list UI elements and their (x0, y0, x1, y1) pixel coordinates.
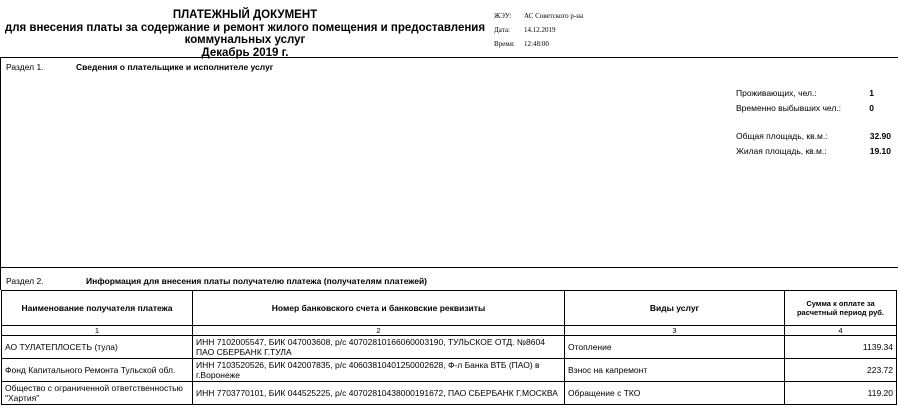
requisites-cell: ИНН 7103520526, БИК 042007835, р/с 40603810401250002628, Ф-л Банка ВТБ (ПАО) в г.Воронеже (193, 359, 565, 382)
title-line-1: ПЛАТЕЖНЫЙ ДОКУМЕНТ (172, 9, 318, 21)
amount-cell: 223.72 (785, 359, 897, 382)
column-header-requisites: Номер банковского счета и банковские реквизиты (193, 291, 565, 326)
column-number: 4 (785, 326, 897, 336)
stat-total-area-value: 32.90 (869, 131, 891, 141)
column-header-amount: Сумма к оплате за расчетный период руб. (785, 291, 897, 326)
section2-title: Информация для внесения платы получателю платежа (получателям платежей) (86, 276, 428, 286)
meta-value: 12:48:00 (524, 40, 549, 48)
stat-total-area-label: Общая площадь, кв.м.: (736, 131, 828, 141)
title-line-3: коммунальных услуг (184, 34, 306, 46)
section1-left-border (0, 57, 1, 267)
stat-living-area-label: Жилая площадь, кв.м.: (736, 146, 827, 156)
table-header-row (2, 291, 897, 326)
payment-table (1, 290, 897, 405)
section1-top-border (0, 57, 898, 58)
column-header-recipient: Наименование получателя платежа (2, 291, 193, 326)
stat-living-area-value: 19.10 (869, 146, 891, 156)
title-line-4: Декабрь 2019 г. (201, 46, 289, 59)
recipient-cell: Общество с ограниченной ответственностью "Хартия" (2, 382, 193, 405)
meta-value: 14.12.2019 (524, 26, 556, 34)
service-cell: Обращение с ТКО (565, 382, 785, 405)
document-title (0, 9, 490, 59)
recipient-cell: АО ТУЛАТЕПЛОСЕТЬ (тула) (2, 336, 193, 359)
table-row (2, 359, 897, 382)
section2-left-border (0, 267, 1, 290)
section1-title: Сведения о плательщике и исполнителе услуг (76, 62, 274, 72)
amount-cell: 1139.34 (785, 336, 897, 359)
recipient-cell: Фонд Капитального Ремонта Тульской обл. (2, 359, 193, 382)
section1-bottom-border (0, 267, 898, 268)
column-number-row (2, 326, 897, 336)
amount-cell: 119.20 (785, 382, 897, 405)
meta-label: Дата: (494, 26, 510, 34)
document-meta (494, 9, 583, 51)
column-number: 2 (193, 326, 565, 336)
stat-residents-label: Проживающих, чел.: (736, 88, 817, 98)
requisites-cell: ИНН 7102005547, БИК 047003608, р/с 40702810166060003190, ТУЛЬСКОЕ ОТД. №8604 ПАО СБЕРБАНК Г.ТУЛА (193, 336, 565, 359)
section2-label: Раздел 2. (6, 276, 44, 286)
table-row (2, 382, 897, 405)
column-number: 1 (2, 326, 193, 336)
stat-temporary-label: Временно выбывших чел.: (736, 103, 842, 113)
column-number: 3 (565, 326, 785, 336)
title-line-2: для внесения платы за содержание и ремонт жилого помещения и предоставления (4, 21, 486, 34)
stat-temporary-value: 0 (869, 103, 874, 113)
column-header-services: Виды услуг (565, 291, 785, 326)
meta-row-time (494, 37, 583, 51)
stat-residents-value: 1 (869, 88, 874, 98)
service-cell: Взнос на капремонт (565, 359, 785, 382)
requisites-cell: ИНН 7703770101, БИК 044525225, р/с 40702810438000191672, ПАО СБЕРБАНК Г.МОСКВА (193, 382, 565, 405)
service-cell: Отопление (565, 336, 785, 359)
meta-label: ЖЭУ: (494, 12, 512, 20)
section1-label: Раздел 1. (6, 62, 44, 72)
table-row (2, 336, 897, 359)
meta-row-zheu (494, 9, 583, 23)
meta-label: Время: (494, 40, 515, 48)
meta-value: АС Советского р-на (524, 12, 584, 20)
meta-row-date (494, 23, 583, 37)
